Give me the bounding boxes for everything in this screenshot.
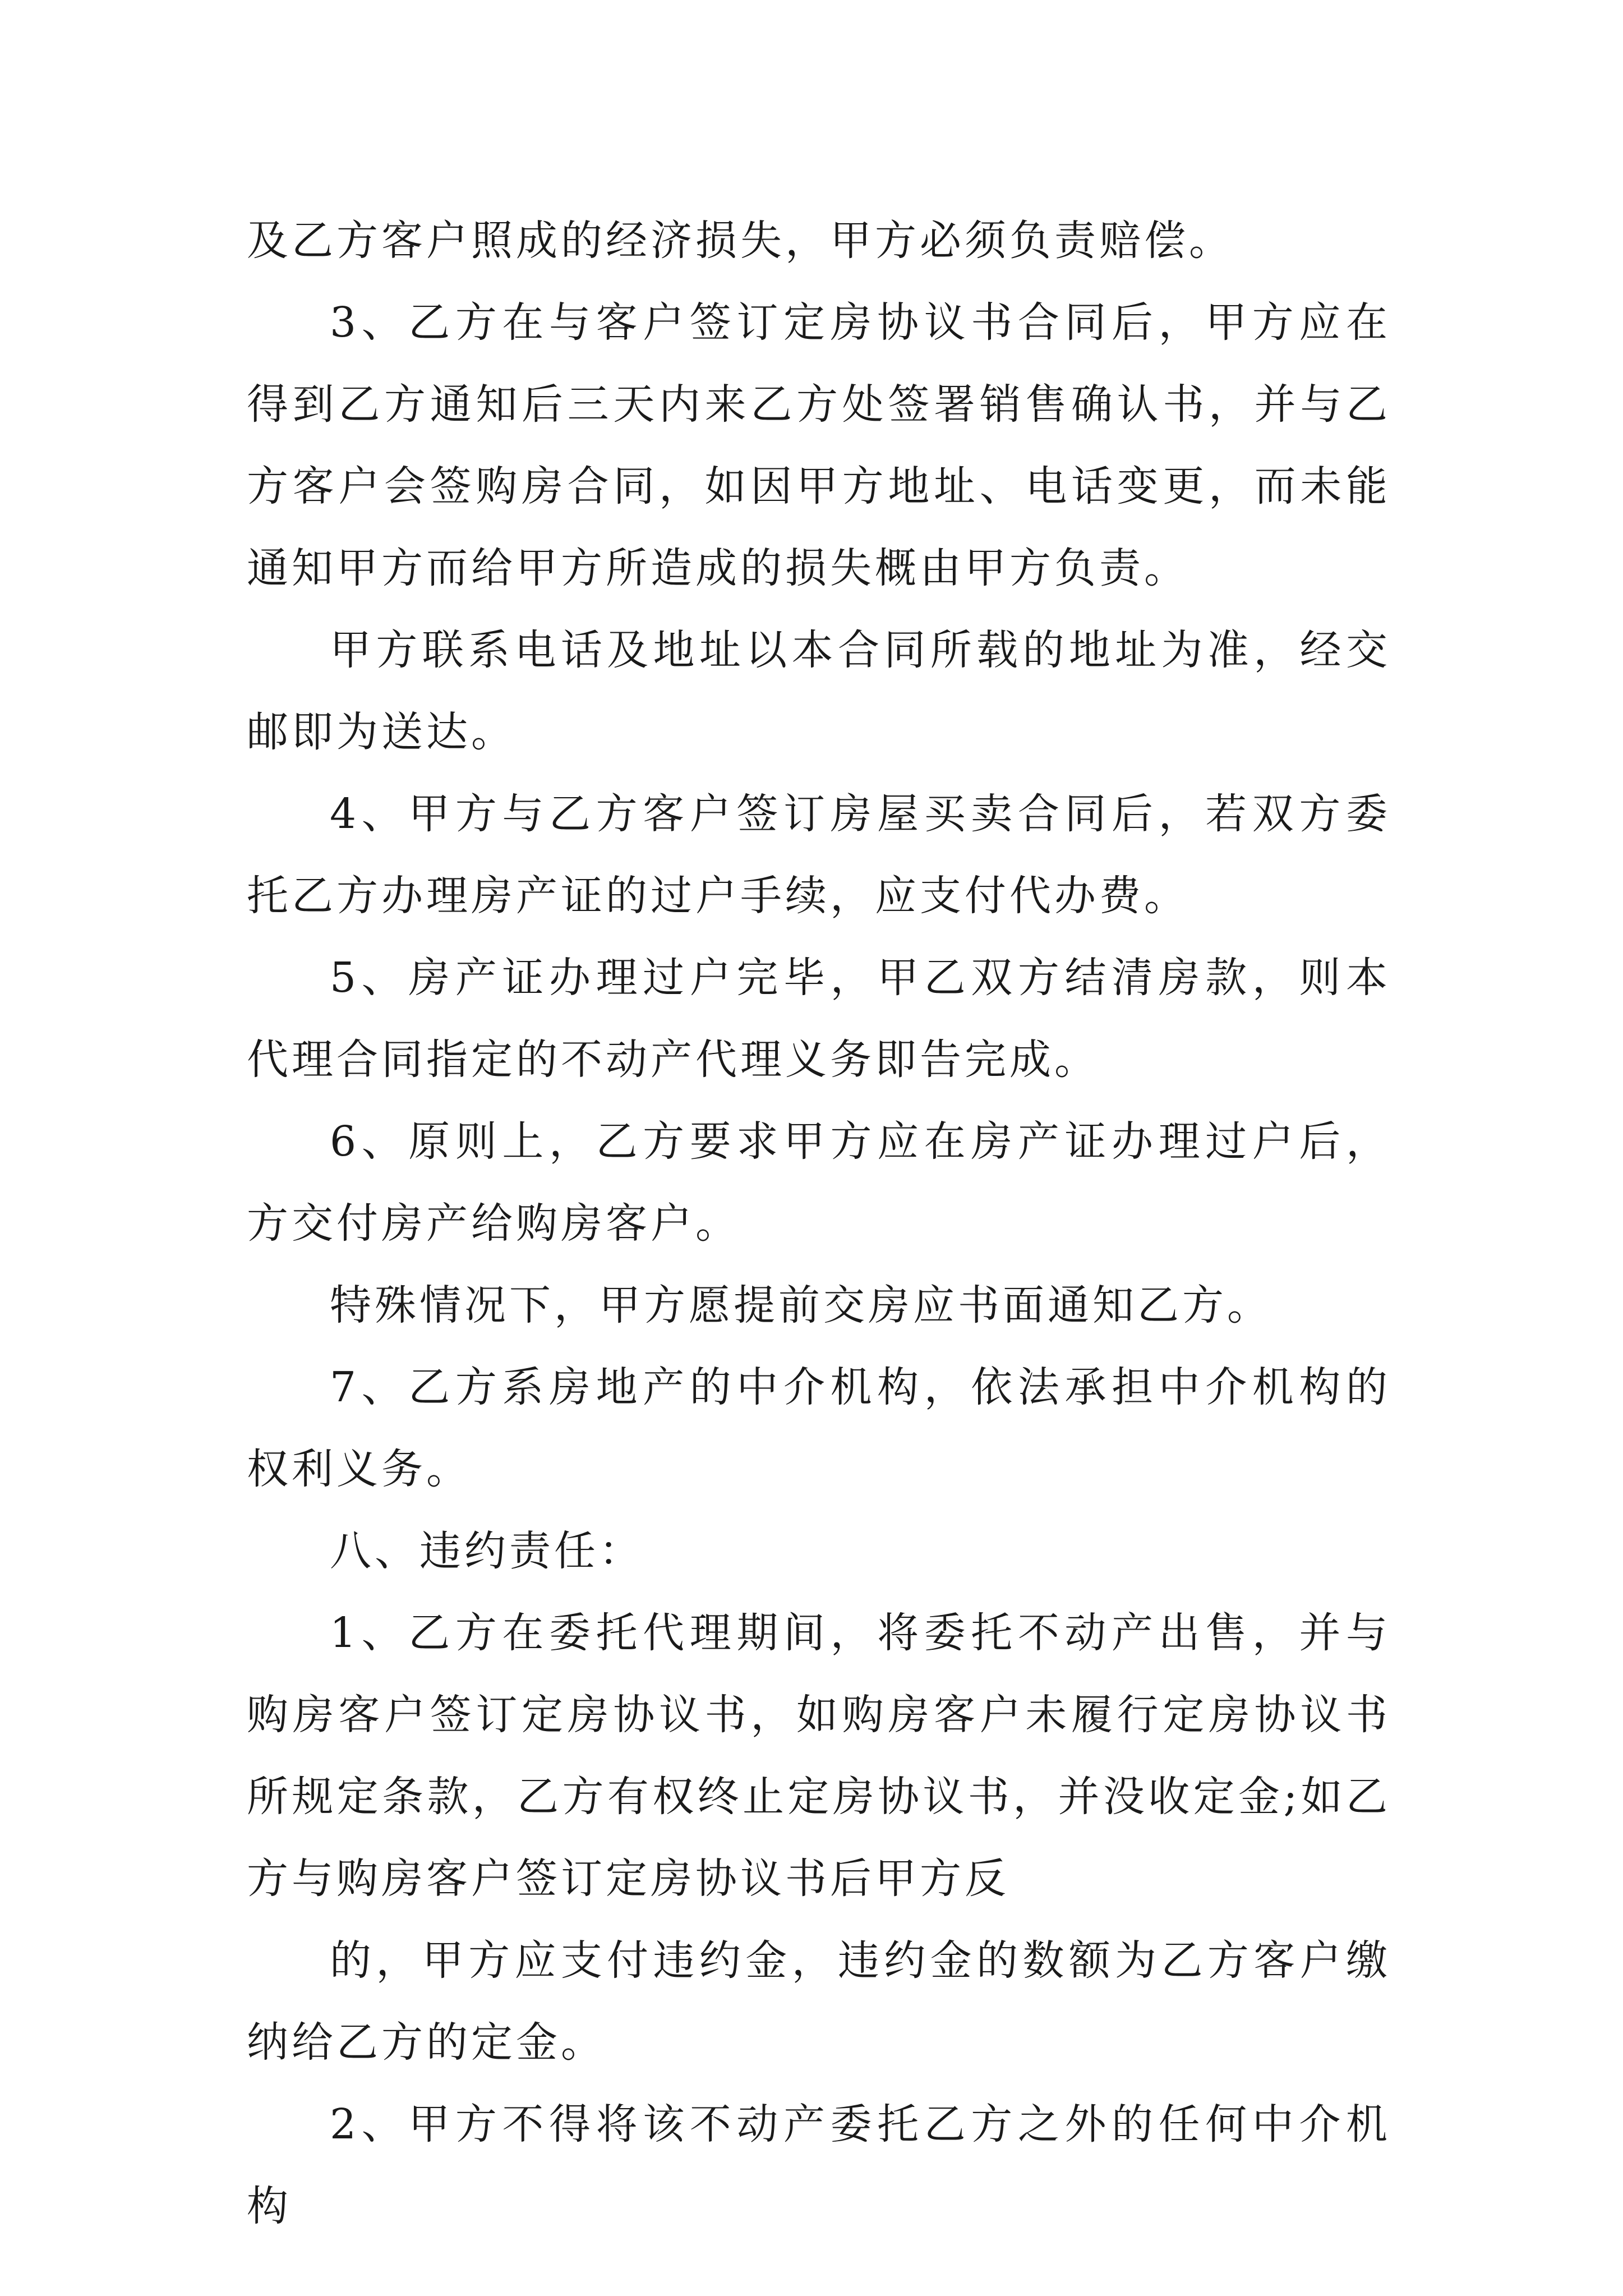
- paragraph-11: 的，甲方应支付违约金，违约金的数额为乙方客户缴纳给乙方的定金。: [247, 1936, 1391, 2067]
- paragraph-10: 1、乙方在委托代理期间，将委托不动产出售，并与购房客户签订定房协议书，如购房客户未履行定房协议书所规定条款，乙方有权终止定房协议书，并没收定金;如乙方与购房客户签订定房协议书后甲方反: [247, 1609, 1391, 1903]
- section-heading-breach: 八、违约责任：: [330, 1527, 644, 1575]
- paragraph-8: 7、乙方系房地产的中介机构，依法承担中介机构的权利义务。: [247, 1363, 1391, 1493]
- paragraph-3: 甲方联系电话及地址以本合同所载的地址为准，经交邮即为送达。: [247, 626, 1391, 756]
- paragraph-12: 2、甲方不得将该不动产委托乙方之外的任何中介机构: [247, 2100, 1391, 2230]
- paragraph-5: 5、房产证办理过户完毕，甲乙双方结清房款，则本代理合同指定的不动产代理义务即告完成。: [247, 954, 1391, 1084]
- paragraph-4: 4、甲方与乙方客户签订房屋买卖合同后，若双方委托乙方办理房产证的过户手续，应支付代办费。: [247, 790, 1391, 920]
- document-body: [247, 200, 1391, 2247]
- paragraph-6: 6、原则上，乙方要求甲方应在房产证办理过户后，方交付房产给购房客户。: [247, 1117, 1391, 1248]
- paragraph-1: 及乙方客户照成的经济损失，甲方必须负责赔偿。: [247, 217, 1234, 265]
- paragraph-7: 特殊情况下，甲方愿提前交房应书面通知乙方。: [330, 1281, 1272, 1329]
- paragraph-2: 3、乙方在与客户签订定房协议书合同后，甲方应在得到乙方通知后三天内来乙方处签署销售确认书，并与乙方客户会签购房合同，如因甲方地址、电话变更，而未能通知甲方而给甲方所造成的损失概由甲方负责。: [247, 298, 1391, 592]
